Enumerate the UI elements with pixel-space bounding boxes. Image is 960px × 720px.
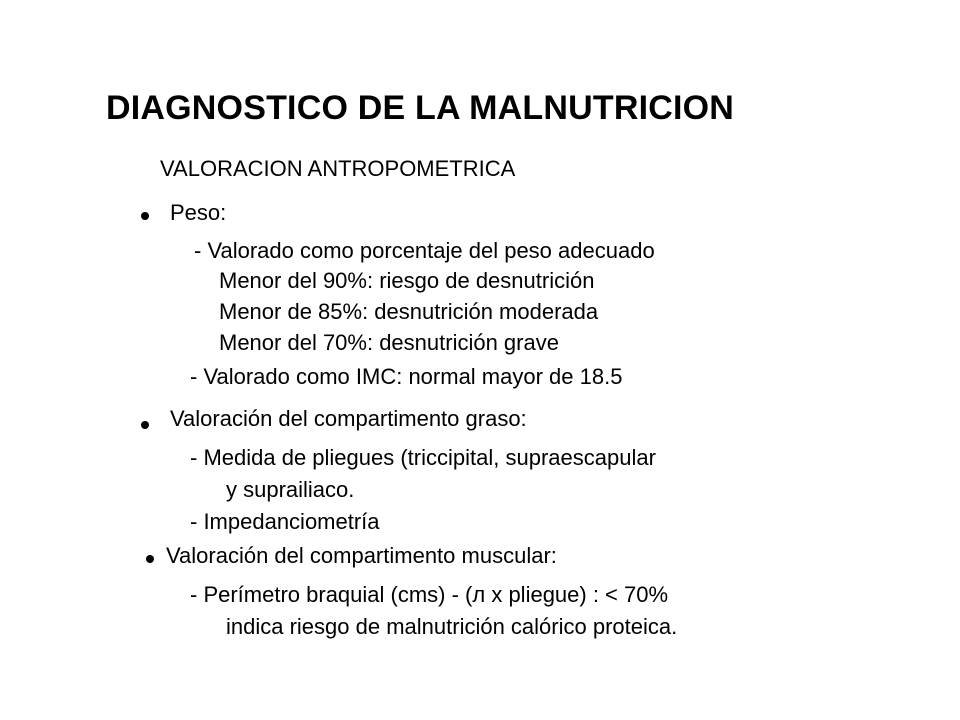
section-heading-muscular: Valoración del compartimento muscular:: [166, 543, 557, 568]
bullet-icon: [146, 555, 154, 563]
section-line: - Medida de pliegues (triccipital, supraescapular: [190, 445, 656, 470]
slide-title: DIAGNOSTICO DE LA MALNUTRICION: [106, 89, 735, 127]
slide-subtitle: VALORACION ANTROPOMETRICA: [160, 156, 516, 181]
section-heading-peso: Peso:: [170, 200, 227, 225]
section-line: y suprailiaco.: [226, 477, 355, 502]
section-line: - Impedanciometría: [190, 509, 380, 534]
section-heading-graso: Valoración del compartimento graso:: [170, 406, 527, 431]
section-line: - Valorado como porcentaje del peso adecuado: [194, 238, 655, 263]
section-line: indica riesgo de malnutrición calórico proteica.: [226, 614, 678, 639]
section-line: - Perímetro braquial (cms) - (л x pliegue) : < 70%: [190, 582, 669, 607]
bullet-icon: [141, 212, 149, 220]
section-line: Menor de 85%: desnutrición moderada: [219, 299, 599, 324]
section-line: - Valorado como IMC: normal mayor de 18.5: [190, 364, 623, 389]
section-line: Menor del 90%: riesgo de desnutrición: [219, 268, 595, 293]
section-line: Menor del 70%: desnutrición grave: [219, 330, 559, 355]
bullet-icon: [141, 421, 149, 429]
